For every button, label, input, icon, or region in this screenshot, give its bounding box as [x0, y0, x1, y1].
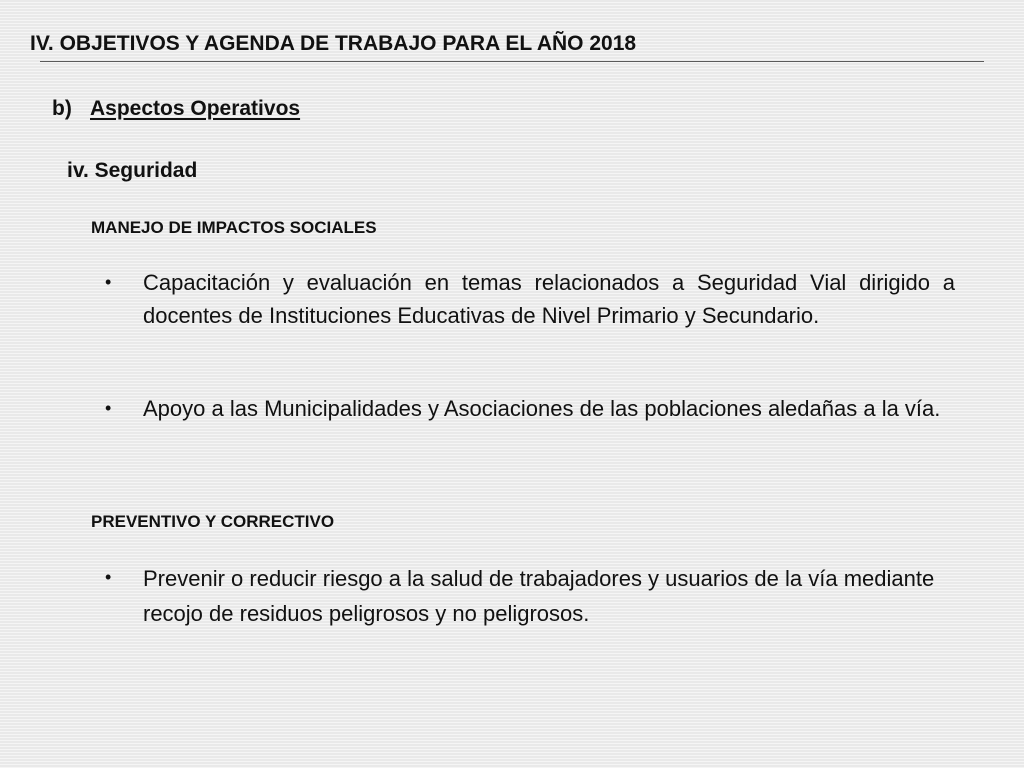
bullet-symbol: •: [105, 272, 112, 292]
section-label: Aspectos Operativos: [90, 97, 301, 120]
bullet-item-apoyo: [105, 392, 955, 425]
bullet-symbol: •: [105, 567, 112, 587]
group-heading-preventivo-correctivo: PREVENTIVO Y CORRECTIVO: [91, 512, 335, 531]
bullet-item-capacitacion: [105, 266, 955, 332]
bullet-text: Capacitación y evaluación en temas relacionados a Seguridad Vial dirigido a docentes de Instituciones Educativas de Nivel Primario y Secundario.: [143, 270, 955, 328]
section-heading: [52, 97, 300, 121]
slide-title: IV. OBJETIVOS Y AGENDA DE TRABAJO PARA EL AÑO 2018: [30, 32, 637, 55]
bullet-text: Apoyo a las Municipalidades y Asociaciones de las poblaciones aledañas a la vía.: [143, 396, 941, 421]
group-heading-impactos-sociales: MANEJO DE IMPACTOS SOCIALES: [91, 218, 377, 237]
bullet-item-prevenir: [105, 561, 955, 631]
section-marker: b): [52, 97, 72, 120]
bullet-symbol: •: [105, 398, 112, 418]
bullet-text: Prevenir o reducir riesgo a la salud de trabajadores y usuarios de la vía mediante recojo de residuos peligrosos y no peligrosos.: [143, 566, 935, 626]
subsection-heading: iv. Seguridad: [67, 159, 198, 182]
title-divider: [40, 61, 984, 62]
